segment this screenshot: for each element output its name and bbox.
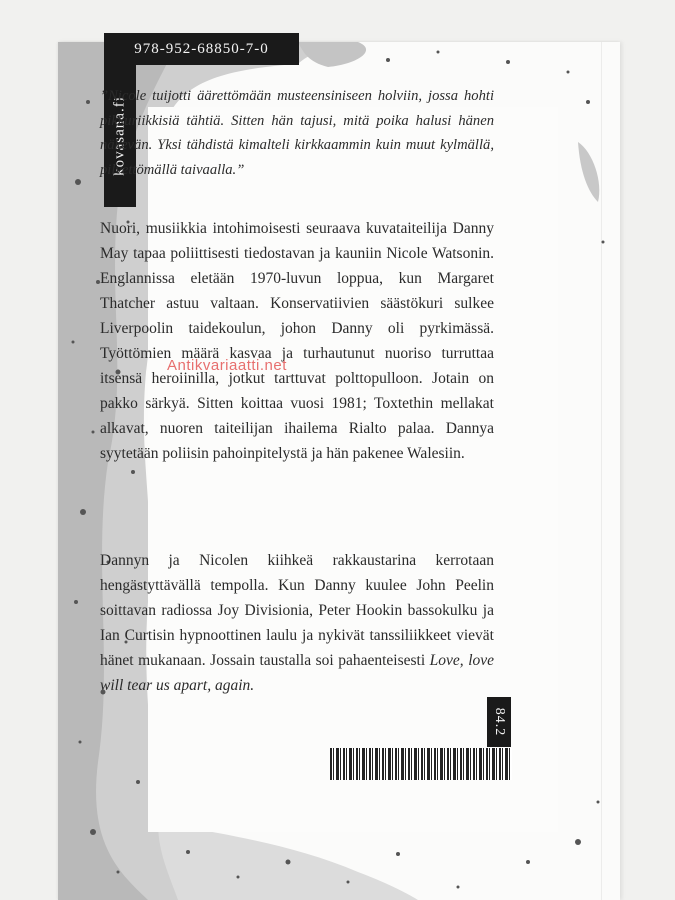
classification-tab xyxy=(487,697,511,747)
isbn-label: 978-952-68850-7-0 xyxy=(104,33,299,65)
barcode xyxy=(330,748,512,780)
blurb-song-title: Love, love will tear us apart, again. xyxy=(100,652,495,694)
watermark: Antikvariaatti.net xyxy=(167,357,287,374)
blurb-paragraph-1: Nuori, musiikkia intohimoisesti seuraava kuvataiteilija Danny May tapaa poliittisesti tiedostavan ja kauniin Nicole Watsonin. Englannissa eletään 1970-luvun loppua, kun Margaret Thatcher astuu valtaan. Konservatiivien säästökuri sulkee Liverpoolin taidekoulun, johon Danny oli pyrkimässä. Työttömien määrä kasvaa ja turhautunut nuoriso turruttaa itsensä heroiinilla, jotkut tarttuvat polttopulloon. Jotain on pakko särkyä. Sitten koittaa vuosi 1981; Toxtethin mellakat alkavat, nuoren taiteilijan ihailema Rialto palaa. Dannya syytetään poliisin pahoinpitelystä ja hän pakenee Walesiin. xyxy=(100,220,494,462)
blurb-paragraph-2-text: Dannyn ja Nicolen kiihkeä rakkaustarina kerrotaan hengästyttävällä tempolla. Kun Danny kuulee John Peelin soittavan radiossa Joy Divisionia, Peter Hookin bassokulku ja Ian Curtisin hypnoottinen laulu ja nykivät tanssiliikkeet vievät hänet mukanaan. Jossain taustalla soi pahaenteisesti xyxy=(100,552,494,669)
publisher-name: kovasana.fi xyxy=(111,96,128,176)
classification-code: 84.2 xyxy=(492,707,507,737)
blurb-paragraph-2 xyxy=(100,548,494,698)
blurb-quote: ”Nicole tuijotti äärettömään musteensiniseen holviin, jossa hohti pikkuriikkisiä tähtiä. Sitten hän tajusi, mitä poika halusi hänen näkevän. Yksi tähdistä kimalteli kirkkaammin kuin muut kylmällä, pilvettömällä taivaalla.” xyxy=(100,88,494,178)
